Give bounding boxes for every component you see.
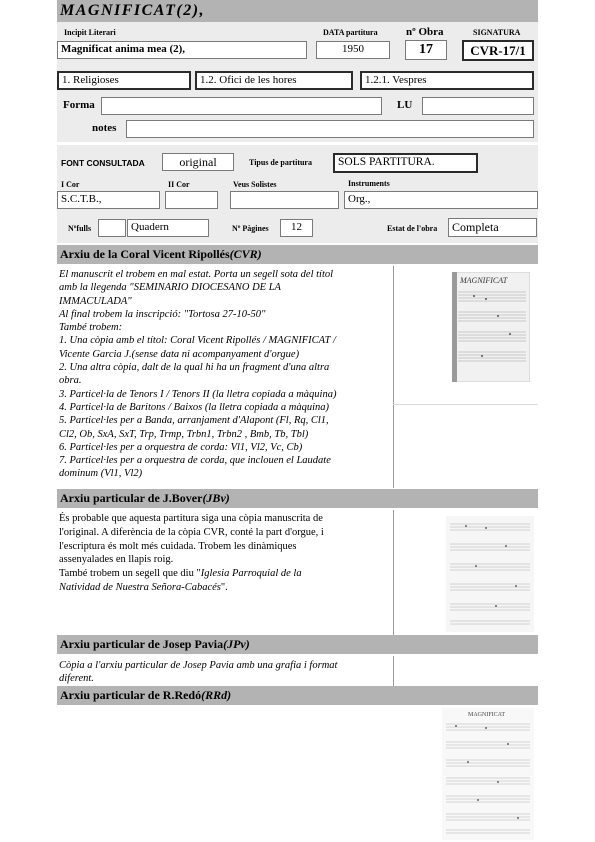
text-line: Al final trobem la inscripció: "Tortosa 27-10-50" bbox=[59, 308, 266, 320]
font-consultada-label: FONT CONSULTADA bbox=[61, 158, 145, 168]
text-line: És probable que aquesta partitura siga una còpia manuscrita de bbox=[59, 513, 323, 524]
signatura-label: SIGNATURA bbox=[473, 28, 521, 37]
text-line: El manuscrit el trobem en mal estat. Porta un segell sota del títol bbox=[59, 269, 334, 280]
incipit-label: Incipit Literari bbox=[64, 28, 116, 37]
section-code: (JBv) bbox=[202, 491, 230, 505]
text-line: l'original. A diferència de la còpia CVR, conté la part d'orgue, i bbox=[59, 526, 324, 538]
veus-solistes-field[interactable] bbox=[230, 191, 339, 209]
section-code: (RRd) bbox=[201, 688, 232, 702]
instruments-field[interactable]: Org., bbox=[344, 191, 538, 209]
data-label: DATA partitura bbox=[323, 28, 378, 37]
lu-field[interactable] bbox=[422, 97, 534, 115]
section-heading-jbv bbox=[57, 489, 538, 508]
text-line: amb la llegenda "SEMINARIO DIOCESANO DE LA bbox=[59, 282, 281, 294]
text-line: 7. Particel·les per a orquestra de corda, que inclouen el Laudate bbox=[59, 455, 331, 467]
forma-field[interactable] bbox=[101, 97, 382, 115]
manuscript-thumbnail-jbv[interactable] bbox=[446, 516, 534, 632]
text-line: dominum (Vl1, Vl2) bbox=[59, 468, 143, 480]
veus-solistes-label: Veus Solistes bbox=[233, 180, 277, 189]
text-line bbox=[59, 567, 392, 581]
section-title: Arxiu particular de J.Bover bbox=[60, 491, 203, 505]
data-field[interactable]: 1950 bbox=[316, 41, 390, 59]
text-line: 4. Particel·la de Baritons / Baixos (la lletra copiada a màquina) bbox=[59, 401, 330, 413]
npagines-label: Nº Pàgines bbox=[232, 224, 269, 233]
text-line: 3. Particel·la de Tenors I / Tenors II (la lletra copiada a màquina) bbox=[59, 388, 337, 400]
text-line: 2. Una altra còpia, dalt de la qual hi ha un fragment d'una altra bbox=[59, 362, 330, 374]
text-line: També trobem: bbox=[59, 322, 123, 334]
section-heading-cvr bbox=[57, 245, 538, 264]
incipit-field[interactable]: Magnificat anima mea (2), bbox=[57, 41, 307, 59]
section-heading-rrd bbox=[57, 686, 538, 705]
text-line: 1. Una còpia amb el títol: Coral Vicent Ripollés / MAGNIFICAT / bbox=[59, 335, 336, 347]
estat-label: Estat de l'obra bbox=[387, 224, 438, 233]
i-cor-label: I Cor bbox=[61, 180, 80, 189]
font-consultada-field[interactable]: original bbox=[162, 153, 234, 171]
i-cor-field[interactable]: S.C.T.B., bbox=[57, 191, 160, 209]
section-title: Arxiu particular de R.Redó bbox=[60, 688, 202, 702]
cvr-description bbox=[59, 268, 392, 481]
lu-label: LU bbox=[397, 99, 413, 111]
nfulls-label: Nºfulls bbox=[68, 224, 92, 233]
text-run: També trobem un segell que diu " bbox=[59, 568, 201, 580]
nfulls-field[interactable] bbox=[98, 219, 126, 237]
thumbnail-title: MAGNIFICAT bbox=[468, 712, 506, 718]
forma-label: Forma bbox=[63, 99, 95, 111]
text-run: ". bbox=[220, 581, 228, 593]
text-line: l'escriptura és molt més cuidada. Trobem les dinàmiques bbox=[59, 540, 297, 552]
quadern-field[interactable]: Quadern bbox=[127, 219, 209, 237]
text-line: obra. bbox=[59, 375, 82, 387]
page-title: MAGNIFICAT(2), bbox=[57, 0, 538, 22]
text-line: assenyalades en llapis roig. bbox=[59, 554, 174, 566]
text-line: Vicente Garcia J.(sense data ni acompanyament d'orgue) bbox=[59, 348, 300, 360]
instruments-label: Instruments bbox=[348, 179, 390, 188]
tipus-label: Tipus de partitura bbox=[249, 158, 312, 167]
num-obra-field[interactable]: 17 bbox=[405, 40, 447, 60]
text-line: diferent. bbox=[59, 673, 94, 685]
text-run-italic: Iglesia Parroquial de la bbox=[200, 568, 302, 580]
signatura-field[interactable]: CVR-17/1 bbox=[462, 40, 534, 61]
section-divider bbox=[393, 510, 394, 635]
category-field-3[interactable]: 1.2.1. Vespres bbox=[360, 71, 534, 90]
section-code: (CVR) bbox=[229, 247, 262, 261]
section-title: Arxiu de la Coral Vicent Ripollés bbox=[60, 247, 230, 261]
text-line: IMMACULADA" bbox=[59, 295, 132, 307]
category-field-1[interactable]: 1. Religioses bbox=[57, 71, 191, 90]
section-divider bbox=[393, 656, 394, 686]
thumbnail-title: MAGNIFICAT bbox=[460, 276, 508, 285]
section-heading-jpv bbox=[57, 635, 538, 654]
tipus-field[interactable]: SOLS PARTITURA. bbox=[333, 153, 478, 173]
section-code: (JPv) bbox=[223, 637, 250, 651]
manuscript-thumbnail-rrd[interactable] bbox=[442, 708, 534, 840]
section-divider bbox=[393, 266, 394, 488]
ii-cor-label: II Cor bbox=[168, 180, 190, 189]
ii-cor-field[interactable] bbox=[165, 191, 218, 209]
category-field-2[interactable]: 1.2. Ofici de les hores bbox=[195, 71, 353, 90]
thumbnail-separator bbox=[393, 404, 538, 405]
npagines-field[interactable]: 12 bbox=[280, 219, 313, 237]
section-title: Arxiu particular de Josep Pavia bbox=[60, 637, 224, 651]
text-line bbox=[59, 581, 392, 595]
notes-label: notes bbox=[92, 122, 117, 134]
estat-field[interactable]: Completa bbox=[448, 218, 537, 237]
text-line: Còpia a l'arxiu particular de Josep Pavia amb una grafia i format bbox=[59, 660, 338, 671]
jpv-description bbox=[59, 659, 392, 686]
text-line: Cl2, Ob, SxA, SxT, Trp, Trmp, Trbn1, Trbn2 , Bmb, Tb, Tbl) bbox=[59, 428, 309, 440]
num-obra-label: nº Obra bbox=[406, 26, 444, 38]
text-line: 5. Particel·les per a Banda, arranjament d'Alapont (Fl, Rq, Cl1, bbox=[59, 415, 329, 427]
notes-field[interactable] bbox=[126, 120, 534, 138]
text-run-italic: Natividad de Nuestra Señora-Cabacés bbox=[59, 581, 221, 593]
jbv-description bbox=[59, 512, 392, 595]
manuscript-thumbnail-cvr[interactable] bbox=[452, 272, 530, 382]
text-line: 6. Particel·les per a orquestra de corda: Vl1, Vl2, Vc, Cb) bbox=[59, 441, 303, 453]
